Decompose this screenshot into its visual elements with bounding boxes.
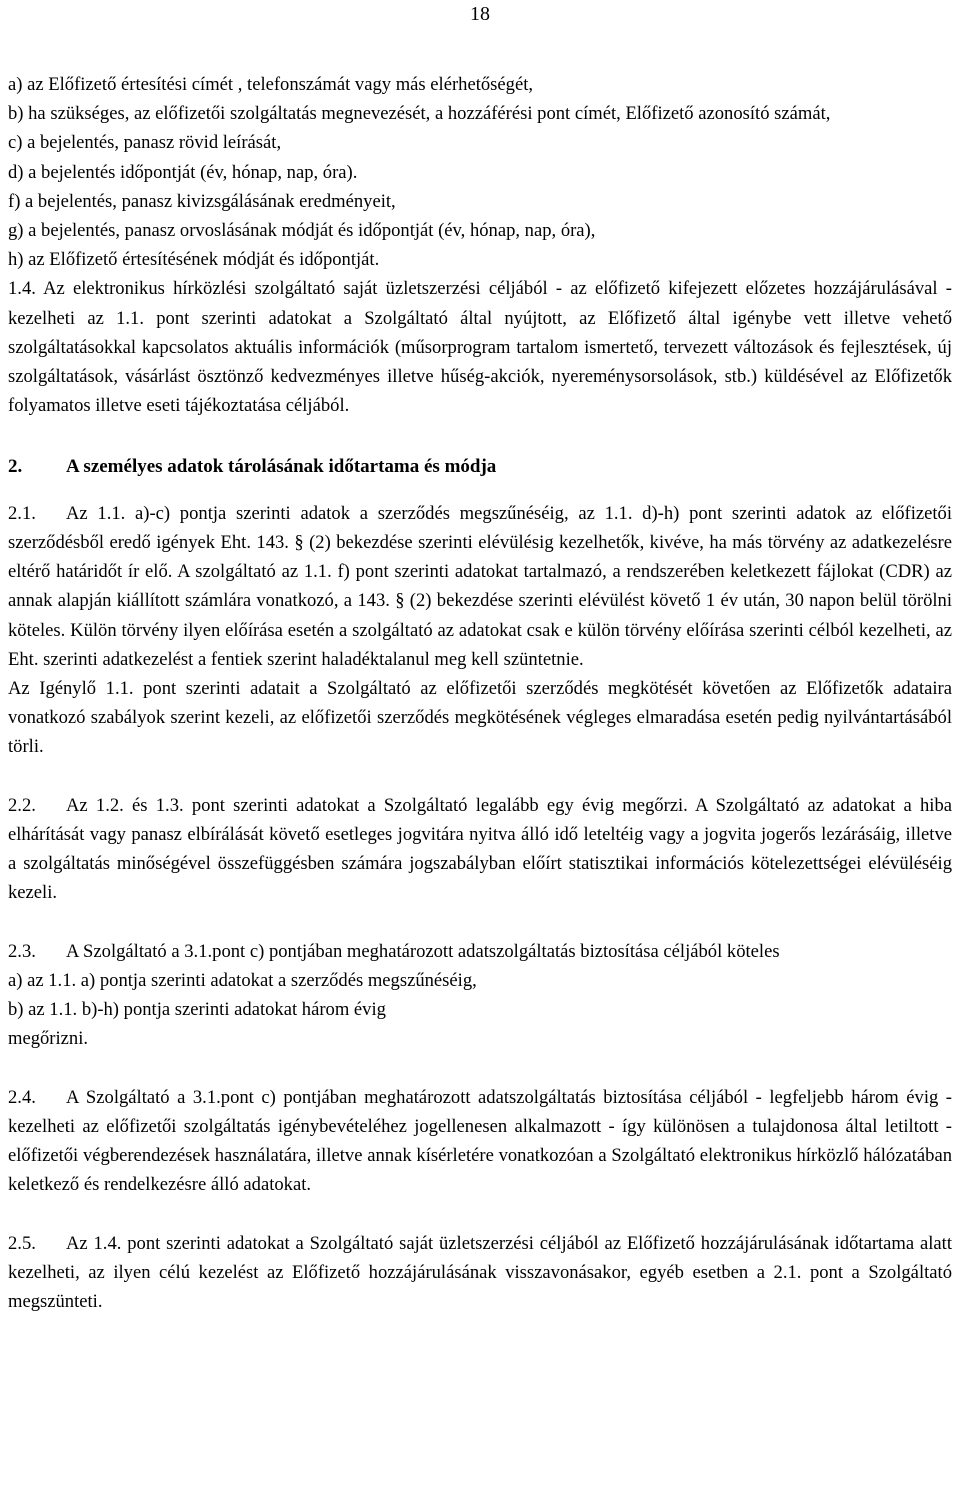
list-item: f) a bejelentés, panasz kivizsgálásának eredményeit, — [8, 190, 396, 212]
paragraph-2-1 — [8, 499, 952, 674]
spacer — [8, 483, 952, 499]
paragraph-number: 2.3. — [8, 940, 36, 962]
list-item: d) a bejelentés időpontját (év, hónap, nap, óra). — [8, 161, 358, 183]
paragraph-number: 2.1. — [8, 502, 36, 524]
paragraph-number: 2.4. — [8, 1086, 36, 1108]
list-item: c) a bejelentés, panasz rövid leírását, — [8, 132, 282, 154]
paragraph-number: 2.5. — [8, 1232, 36, 1254]
list-item: b) ha szükséges, az előfizetői szolgáltatás megnevezését, a hozzáférési pont címét, Előfizető azonosító számát, — [8, 103, 831, 125]
paragraph-2-1-continued: Az Igénylő 1.1. pont szerinti adatait a Szolgáltató az előfizetői szerződés megkötését követően az Előfizetők adataira vonatkozó szabályok szerint kezeli, az előfizetői szerződés megkötésének végleges elmaradása esetén pedig nyilvántartásából törli. — [8, 678, 952, 758]
document-body — [0, 70, 960, 1316]
spacer — [8, 762, 952, 791]
list-item: megőrizni. — [8, 1028, 89, 1050]
paragraph-2-4 — [8, 1083, 952, 1200]
section-heading-number: 2. — [8, 455, 23, 477]
paragraph-2-2 — [8, 791, 952, 908]
list-item: h) az Előfizető értesítésének módját és időpontját. — [8, 249, 380, 271]
section-heading-title: A személyes adatok tárolásának időtartama és módja — [66, 455, 497, 477]
section-heading — [8, 450, 952, 483]
spacer — [8, 420, 952, 449]
paragraph-2-3 — [8, 937, 952, 966]
list-item: g) a bejelentés, panasz orvoslásának módját és időpontját (év, hónap, nap, óra), — [8, 220, 596, 242]
paragraph-1-4: 1.4. Az elektronikus hírközlési szolgáltató saját üzletszerzési céljából - az előfizető kifejezett előzetes hozzájárulásával - kezelheti az 1.1. pont szerinti adatokat a Szolgáltató által nyújtott, az Előfizető által igénybe vett illetve vehető szolgáltatásokkal kapcsolatos aktuális információk (műsorprogram tartalom ismertető, tervezett változások és fejlesztések, új szolgáltatások, vásárlást ösztönző kedvezményes illetve hűség-akciók, nyereménysorsolások, stb.) küldésével az Előfizetők folyamatos illetve eseti tájékoztatása céljából. — [8, 278, 952, 417]
list-item: a) az 1.1. a) pontja szerinti adatokat a szerződés megszűnéséig, — [8, 970, 477, 992]
page-number: 18 — [470, 3, 490, 25]
paragraph-text: Az 1.1. a)-c) pontja szerinti adatok a szerződés megszűnéséig, az 1.1. d)-h) pont szerinti adatok az előfizetői szerződésből eredő igények Eht. 143. § (2) bekezdése szerinti elévülésig kezelhetők, kivéve, ha más törvény az adatkezelésre eltérő határidőt ír elő. A szolgáltató az 1.1. f) pont szerinti adatokat tartalmazó, a rendszerében keletkezett fájlokat (CDR) az annak alapján kiállított számlára vonatkozó, a 143. § (2) bekezdése szerinti elévülést követő 1 év után, 30 napon belül törölni köteles. Külön törvény ilyen előírása esetén a szolgáltató az adatokat csak e külön törvény előírása szerinti célból kezelheti, az Eht. szerinti adatkezelést a fentiek szerint haladéktalanul meg kell szüntetnie. — [8, 502, 952, 670]
paragraph-2-5 — [8, 1229, 952, 1317]
paragraph-text: Az 1.4. pont szerinti adatokat a Szolgáltató saját üzletszerzési céljából az Előfizető hozzájárulásának időtartama alatt kezelheti, az ilyen célú kezelést az Előfizető hozzájárulásának visszavonásakor, egyéb esetben a 2.1. pont a Szolgáltató megszünteti. — [8, 1232, 952, 1313]
spacer — [8, 1200, 952, 1229]
list-item: a) az Előfizető értesítési címét , telefonszámát vagy más elérhetőségét, — [8, 74, 534, 95]
spacer — [8, 1054, 952, 1083]
paragraph-text: A Szolgáltató a 3.1.pont c) pontjában meghatározott adatszolgáltatás biztosítása céljából - legfeljebb három évig - kezelheti az előfizetői szolgáltatás igénybevételéhez jogellenesen alkalmazott - így különösen a tulajdonosa által letiltott - előfizetői végberendezések használatára, illetve annak kísérletére vonatkozóan a Szolgáltató elektronikus hírközlő hálózatában keletkező és rendelkezésre álló adatokat. — [8, 1086, 952, 1196]
paragraph-text: A Szolgáltató a 3.1.pont c) pontjában meghatározott adatszolgáltatás biztosítása céljából köteles — [66, 940, 780, 962]
paragraph-number: 2.2. — [8, 794, 36, 816]
spacer — [8, 908, 952, 937]
list-item: b) az 1.1. b)-h) pontja szerinti adatokat három évig — [8, 999, 386, 1021]
paragraph-text: Az 1.2. és 1.3. pont szerinti adatokat a Szolgáltató legalább egy évig megőrzi. A Szolgáltató az adatokat a hiba elhárítását vagy panasz elbírálását követő esetleges jogvitára nyitva álló idő leteltéig vagy a jogvita jogerős lezárásáig, illetve a szolgáltatás minőségével összefüggésben számára jogszabályban előírt statisztikai információs kötelezettségei elévüléséig kezeli. — [8, 794, 952, 904]
